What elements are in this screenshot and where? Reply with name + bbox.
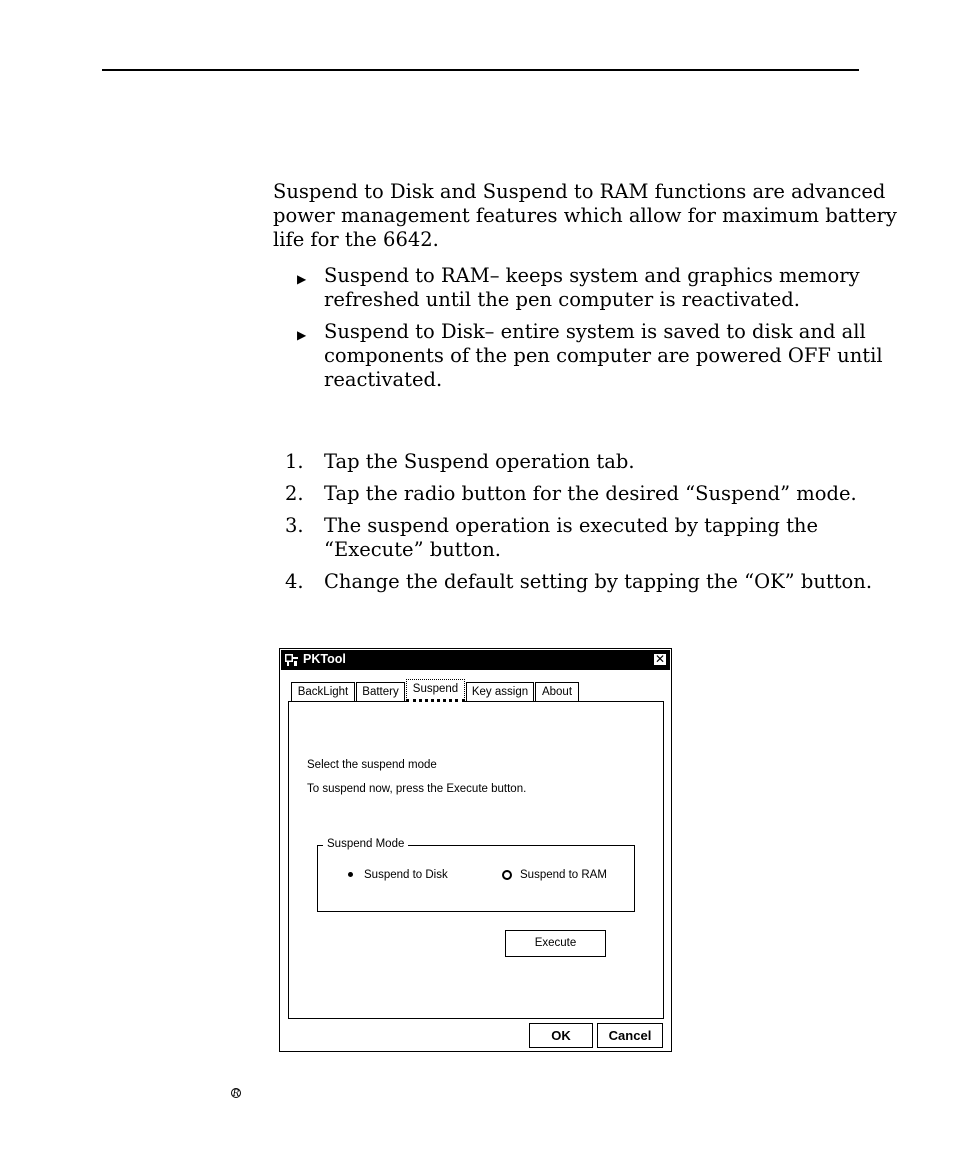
list-item — [297, 264, 897, 312]
tab-backlight[interactable]: BackLight — [291, 682, 355, 701]
bullet-text: Suspend to RAM– keeps system and graphics memory refreshed until the pen computer is reactivated. — [324, 264, 860, 311]
bullet-text: Suspend to Disk– entire system is saved to disk and all components of the pen computer are powered OFF until reactivated. — [324, 320, 883, 391]
step-number: 2. — [285, 482, 304, 505]
info-text: Select the suspend mode — [307, 759, 437, 771]
pktool-dialog — [279, 648, 672, 1052]
step-text: Change the default setting by tapping the “OK” button. — [324, 570, 873, 593]
step-text: Tap the radio button for the desired “Suspend” mode. — [324, 482, 857, 505]
app-icon — [284, 653, 299, 667]
dialog-title: PKTool — [303, 652, 346, 666]
close-icon: ✕ — [654, 652, 666, 666]
radio-label: Suspend to RAM — [520, 869, 607, 881]
tab-about[interactable]: About — [535, 682, 579, 701]
list-item — [285, 450, 915, 474]
step-text: Tap the Suspend operation tab. — [324, 450, 635, 473]
group-label: Suspend Mode — [327, 838, 405, 850]
header-rule — [102, 69, 859, 71]
list-item — [285, 570, 915, 594]
info-text: To suspend now, press the Execute button. — [307, 783, 527, 795]
group-border — [408, 845, 635, 846]
ok-button[interactable]: OK — [529, 1023, 593, 1048]
steps-list — [285, 450, 915, 602]
step-text: The suspend operation is executed by tapping the “Execute” button. — [324, 514, 819, 561]
list-item — [297, 320, 897, 392]
intro-paragraph: Suspend to Disk and Suspend to RAM functions are advanced power management features which allow for maximum battery life for the 6642. — [273, 180, 897, 251]
bullet-arrow-icon: ▶ — [297, 328, 307, 342]
bullet-arrow-icon: ▶ — [297, 272, 307, 286]
radio-selected-icon — [346, 870, 356, 880]
list-item — [285, 482, 915, 506]
step-number: 1. — [285, 450, 304, 473]
close-button[interactable] — [653, 653, 667, 666]
list-item — [285, 514, 915, 562]
feature-list — [297, 264, 897, 400]
registered-mark-icon: R — [232, 1089, 240, 1099]
suspend-mode-group — [317, 838, 635, 912]
radio-label: Suspend to Disk — [364, 869, 448, 881]
tab-suspend[interactable]: Suspend — [406, 679, 465, 702]
execute-button[interactable]: Execute — [505, 930, 606, 957]
step-number: 4. — [285, 570, 304, 593]
tab-battery[interactable]: Battery — [356, 682, 405, 701]
cancel-button[interactable]: Cancel — [597, 1023, 663, 1048]
step-number: 3. — [285, 514, 304, 537]
radio-unselected-icon — [502, 870, 512, 880]
title-bar[interactable] — [281, 650, 670, 670]
tab-key-assign[interactable]: Key assign — [466, 682, 534, 701]
group-border — [317, 845, 323, 846]
